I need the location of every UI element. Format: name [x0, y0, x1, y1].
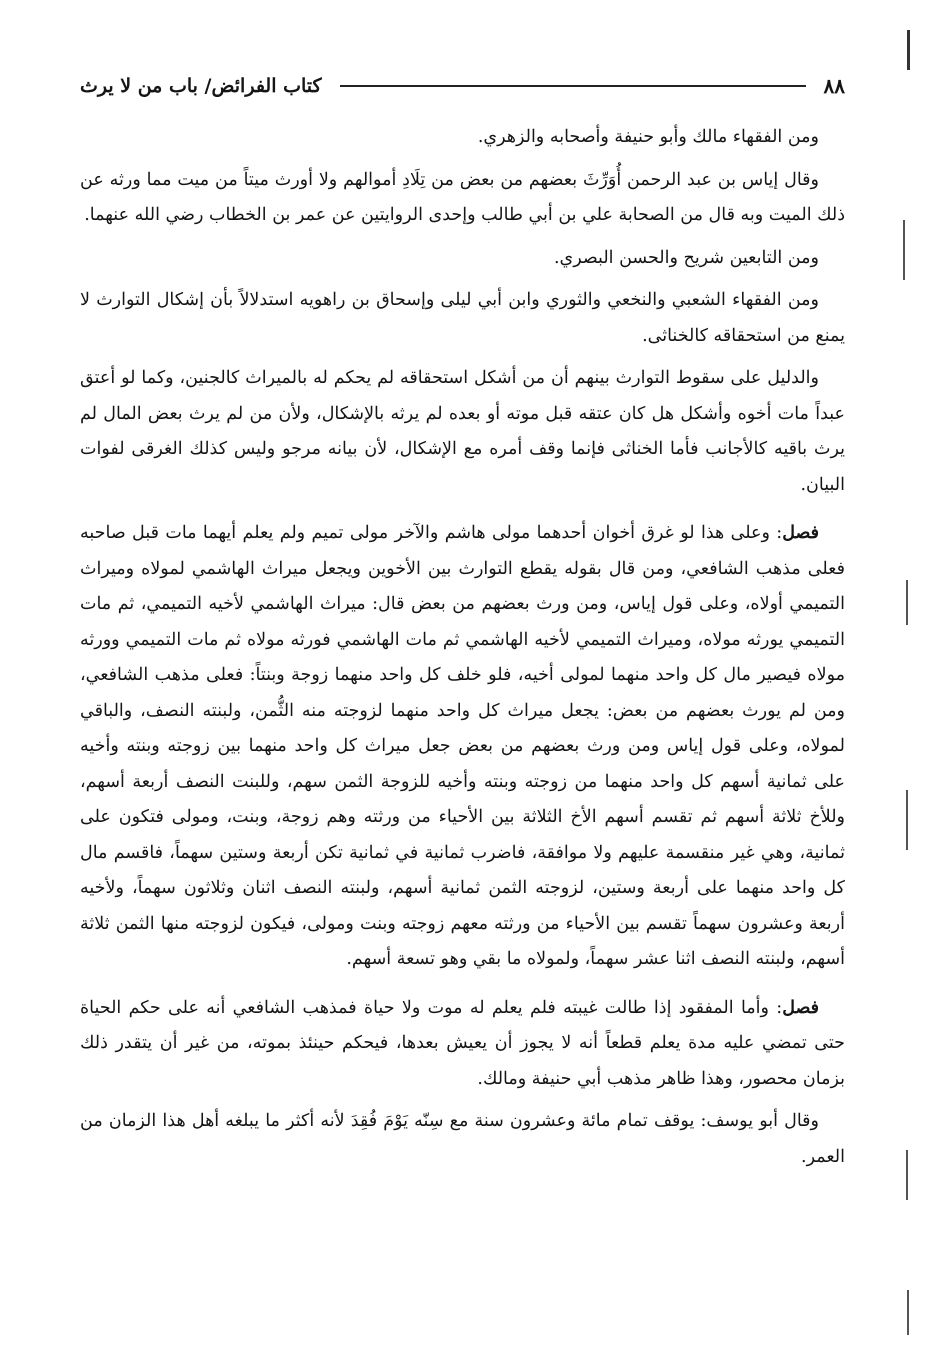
crop-mark — [907, 30, 910, 70]
paragraph: وقال أبو يوسف: يوقف تمام مائة وعشرون سنة مع سِنّه يَوْمَ فُقِدَ لأنه أكثر ما يبلغه أهل هذا الزمان من العمر. — [80, 1111, 845, 1167]
page-number: ٨٨ — [823, 74, 845, 98]
paragraph: ومن الفقهاء الشعبي والنخعي والثوري وابن أبي ليلى وإسحاق بن راهويه استدلالاً بأن إشكال التوارث لا يمنع من استحقاقه كالخناثى. — [80, 290, 845, 346]
chapter-title: كتاب الفرائض/ باب من لا يرث — [80, 75, 322, 97]
paragraph: ومن التابعين شريح والحسن البصري. — [553, 247, 819, 268]
section-label: فصل — [782, 997, 819, 1018]
book-page — [80, 70, 845, 1182]
scan-edge-mark — [906, 1150, 908, 1200]
scan-edge-mark — [907, 1290, 909, 1335]
paragraph: وقال إياس بن عبد الرحمن أُوَرِّثَ بعضهم من بعض من تِلَادِ أموالهم ولا أورث ميتاً من ميت مما ورثه عن ذلك الميت وبه قال من الصحابة علي بن أبي طالب وإحدى الروايتين عن عمر بن الخطاب رضي الله عنهما. — [80, 169, 845, 225]
scan-edge-mark — [906, 580, 908, 625]
paragraph-text: : وأما المفقود إذا طالت غيبته فلم يعلم له موت ولا حياة فمذهب الشافعي أنه على حكم الحياة حتى تمضي عليه مدة يعلم قطعاً أنه لا يجوز أن يعيش بعدها، فيحكم حينئذ بموته، من غير أن يتقدر ذلك بزمان محصور، وهذا ظاهر مذهب أبي حنيفة ومالك. — [80, 997, 845, 1089]
scan-edge-mark — [903, 220, 905, 280]
paragraph: والدليل على سقوط التوارث بينهم أن من أشكل استحقاقه لم يحكم له بالميراث كالجنين، وكما لو أعتق عبداً مات أخوه وأشكل هل كان عتقه قبل موته أو بعده لم يرثه بالإشكال، ولأن من لم يرث بعض المال لم يرث باقيه كالأجانب فأما الخناثى فإنما وقف أمره مع الإشكال، لأن بيانه مرجو وليس كذلك الغرقى لفوات البيان. — [80, 368, 845, 495]
section-label: فصل — [782, 523, 819, 543]
scan-edge-mark — [906, 790, 908, 850]
paragraph — [80, 991, 845, 1098]
page-body — [80, 120, 845, 1175]
header-rule — [340, 85, 806, 87]
running-header — [80, 70, 845, 102]
paragraph-text: : وعلى هذا لو غرق أخوان أحدهما مولى هاشم والآخر مولى تميم ولم يعلم أيهما مات قبل صاحبه فعلى مذهب الشافعي، ومن قال بقوله يقطع التوارث بين الأخوين ويجعل ميراث الهاشمي لمولاه وميراث التميمي أولاه، وعلى قول إياس، ومن ورث بعضهم من بعض قال: ميراث الهاشمي لأخيه التميمي، ثم مات التميمي يورثه مولاه، وميراث التميمي لأخيه الهاشمي ثم مات الهاشمي فورثه مولاه ثم مات التميمي وورثه مولاه فيصير مال كل واحد منهما لمولى أخيه، فلو خلف كل واحد منهما زوجة وبنتاً: فعلى مذهب الشافعي، ومن لم يورث بعضهم من بعض: يجعل ميراث كل واحد منهما لزوجته منه الثُّمن، ولبنته النصف، والباقي لمولاه، وعلى قول إياس ومن ورث بعضهم من بعض جعل ميراث كل واحد منهما بين زوجته وبنته وأخيه على ثمانية أسهم كل واحد منهما من زوجته وبنته وأخيه للزوجة الثمن سهم، وللبنت النصف أربعة أسهم، وللأخ ثلاثة أسهم ثم تقسم أسهم الأخ الثلاثة بين الأحياء من ورثته وهم زوجة، وبنت، ومولى فتكون على ثمانية، وهي غير منقسمة عليهم ولا موافقة، فاضرب ثمانية في ثمانية تكن أربعة وستين سهماً، فاقسم مال كل واحد منهما على أربعة وستين، لزوجته الثمن ثمانية أسهم، ولبنته النصف اثنان وثلاثون سهماً، ولأخيه أربعة وعشرون سهماً تقسم بين الأحياء من ورثته معهم زوجته وبنت ومولى، فيكون لزوجته منها الثمن ثلاثة أسهم، ولبنته النصف اثنا عشر سهماً، ولمولاه ما بقي وهو تسعة أسهم. — [80, 523, 845, 969]
paragraph: ومن الفقهاء مالك وأبو حنيفة وأصحابه والزهري. — [477, 127, 819, 147]
paragraph — [80, 516, 845, 978]
